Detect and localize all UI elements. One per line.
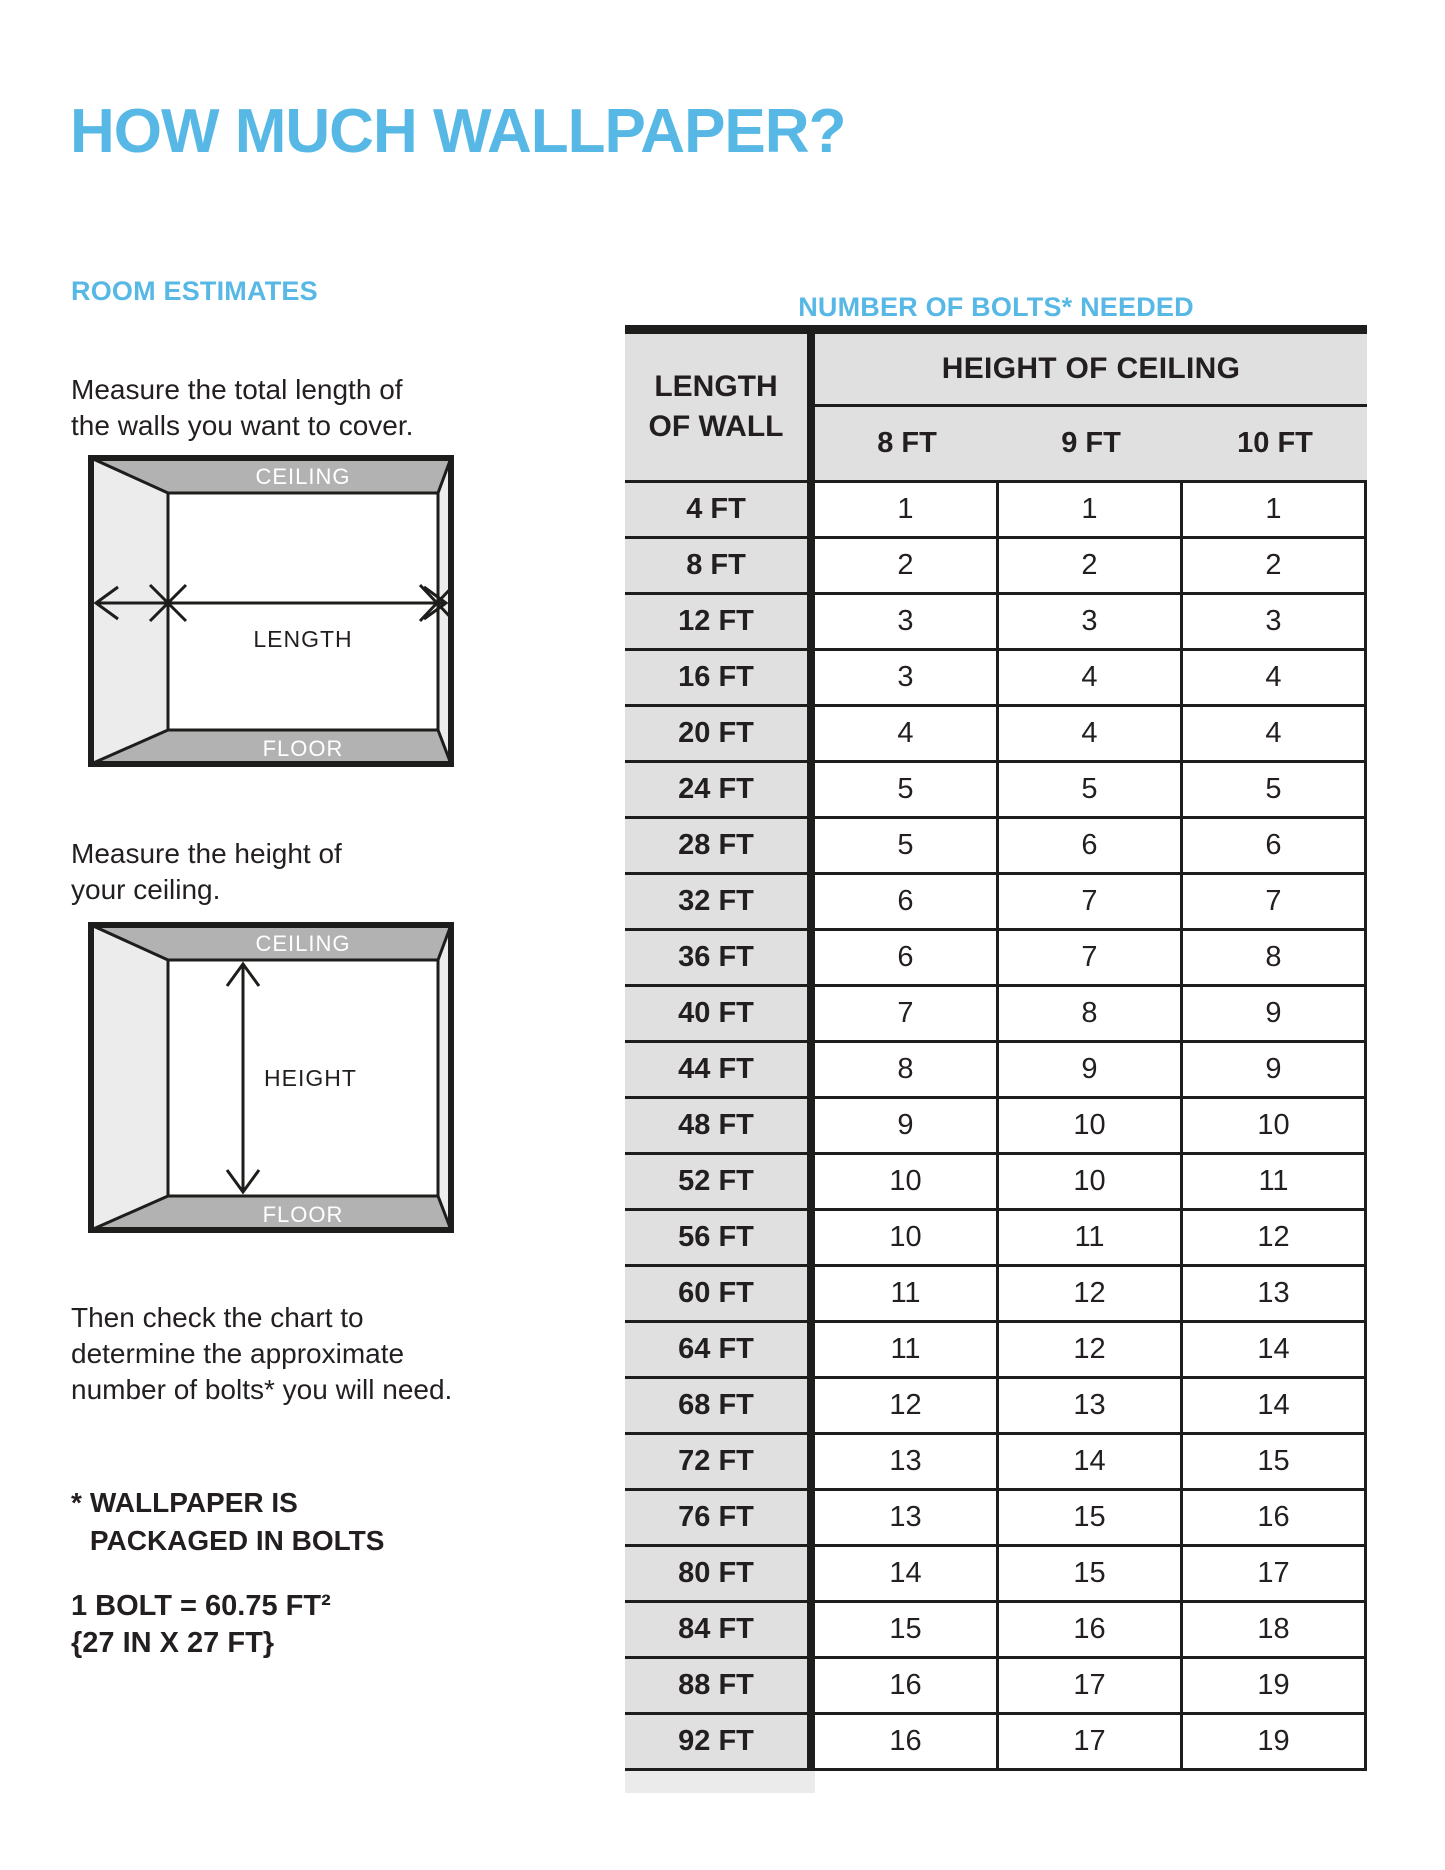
bolt-count-cell: 12	[1183, 1211, 1367, 1264]
table-row	[625, 483, 1367, 539]
left-wall	[91, 925, 168, 1230]
bolt-count-cell: 4	[999, 707, 1183, 760]
room-height-diagram	[88, 922, 454, 1233]
bolt-count-cell: 6	[999, 819, 1183, 872]
table-row	[625, 1491, 1367, 1547]
table-gray-tail	[625, 1771, 815, 1793]
wall-length-label: 24 FT	[625, 763, 815, 816]
table-row	[625, 1715, 1367, 1768]
bolt-count-cell: 2	[999, 539, 1183, 592]
wall-length-label: 20 FT	[625, 707, 815, 760]
wall-length-label: 40 FT	[625, 987, 815, 1040]
table-row	[625, 931, 1367, 987]
instruction-line: Then check the chart to	[71, 1302, 364, 1333]
room-length-diagram	[88, 455, 454, 767]
bolt-count-cell: 5	[1183, 763, 1367, 816]
subheader-8ft: 8 FT	[877, 427, 937, 459]
bolt-count-cell: 14	[999, 1435, 1183, 1488]
bolt-count-cell: 10	[815, 1155, 999, 1208]
bolt-count-cell: 9	[1183, 987, 1367, 1040]
wall-length-label: 28 FT	[625, 819, 815, 872]
bolt-count-cell: 13	[999, 1379, 1183, 1432]
instruction-check-chart	[71, 1300, 452, 1408]
room-estimates-heading: ROOM ESTIMATES	[71, 276, 318, 306]
bolt-count-cell: 5	[815, 763, 999, 816]
table-row	[625, 819, 1367, 875]
ceiling-label: CEILING	[255, 931, 351, 956]
wall-length-label: 16 FT	[625, 651, 815, 704]
bolt-count-cell: 17	[999, 1715, 1183, 1768]
height-label: HEIGHT	[264, 1065, 357, 1091]
bolt-count-cell: 9	[999, 1043, 1183, 1096]
header-line: LENGTH	[654, 370, 778, 403]
bolt-count-cell: 6	[815, 931, 999, 984]
bolt-definition-line: 1 BOLT = 60.75 FT²	[71, 1590, 331, 1622]
subheader-10ft: 10 FT	[1237, 427, 1313, 459]
length-label: LENGTH	[253, 626, 353, 652]
instruction-measure-height	[71, 836, 342, 908]
table-row	[625, 1211, 1367, 1267]
wall-length-label: 88 FT	[625, 1659, 815, 1712]
bolt-count-cell: 5	[999, 763, 1183, 816]
bolt-count-cell: 14	[1183, 1379, 1367, 1432]
wall-length-label: 76 FT	[625, 1491, 815, 1544]
bolt-count-cell: 15	[815, 1603, 999, 1656]
bolt-count-cell: 4	[1183, 707, 1367, 760]
bolt-count-cell: 3	[815, 651, 999, 704]
bolt-count-cell: 7	[1183, 875, 1367, 928]
table-row	[625, 987, 1367, 1043]
bolt-count-cell: 4	[815, 707, 999, 760]
bolt-count-cell: 4	[1183, 651, 1367, 704]
instruction-line: Measure the total length of	[71, 374, 403, 405]
bolt-count-cell: 17	[1183, 1547, 1367, 1600]
wall-length-label: 68 FT	[625, 1379, 815, 1432]
bolt-count-cell: 1	[815, 483, 999, 536]
bolt-count-cell: 11	[1183, 1155, 1367, 1208]
instruction-line: your ceiling.	[71, 874, 221, 905]
bolt-count-cell: 11	[999, 1211, 1183, 1264]
bolt-count-cell: 3	[1183, 595, 1367, 648]
table-row	[625, 1043, 1367, 1099]
length-of-wall-header	[625, 334, 815, 480]
bolt-count-cell: 13	[815, 1435, 999, 1488]
height-of-ceiling-header: HEIGHT OF CEILING	[815, 334, 1367, 407]
instruction-line: Measure the height of	[71, 838, 342, 869]
bolt-count-cell: 15	[1183, 1435, 1367, 1488]
bolts-table	[625, 325, 1367, 1793]
table-row	[625, 1267, 1367, 1323]
bolt-count-cell: 17	[999, 1659, 1183, 1712]
wall-length-label: 56 FT	[625, 1211, 815, 1264]
bolts-footnote	[71, 1484, 384, 1560]
bolt-count-cell: 16	[999, 1603, 1183, 1656]
table-row	[625, 595, 1367, 651]
table-row	[625, 875, 1367, 931]
table-row	[625, 1603, 1367, 1659]
bolt-count-cell: 10	[999, 1155, 1183, 1208]
bolt-count-cell: 10	[1183, 1099, 1367, 1152]
bolt-definition	[71, 1588, 331, 1662]
table-row	[625, 539, 1367, 595]
bolt-count-cell: 12	[999, 1323, 1183, 1376]
subheader-9ft: 9 FT	[1061, 427, 1121, 459]
instruction-line: the walls you want to cover.	[71, 410, 414, 441]
wall-length-label: 80 FT	[625, 1547, 815, 1600]
bolt-count-cell: 14	[815, 1547, 999, 1600]
bolt-count-cell: 5	[815, 819, 999, 872]
table-row	[625, 1379, 1367, 1435]
wall-length-label: 64 FT	[625, 1323, 815, 1376]
bolt-count-cell: 16	[815, 1715, 999, 1768]
asterisk: *	[71, 1487, 82, 1518]
footnote-line: PACKAGED IN BOLTS	[89, 1525, 385, 1556]
wall-length-label: 44 FT	[625, 1043, 815, 1096]
bolt-count-cell: 6	[815, 875, 999, 928]
ceiling-label: CEILING	[255, 464, 351, 489]
bolt-count-cell: 13	[1183, 1267, 1367, 1320]
back-wall	[168, 493, 438, 730]
bolt-count-cell: 10	[815, 1211, 999, 1264]
bolt-count-cell: 15	[999, 1547, 1183, 1600]
footnote-line: WALLPAPER IS	[89, 1487, 298, 1518]
bolt-count-cell: 3	[815, 595, 999, 648]
bolt-count-cell: 1	[999, 483, 1183, 536]
bolt-count-cell: 11	[815, 1267, 999, 1320]
table-row	[625, 1323, 1367, 1379]
header-line: OF WALL	[648, 410, 784, 443]
wall-length-label: 52 FT	[625, 1155, 815, 1208]
ceiling-height-header-group	[815, 334, 1367, 480]
bolt-count-cell: 3	[999, 595, 1183, 648]
bolt-count-cell: 13	[815, 1491, 999, 1544]
bolt-count-cell: 8	[1183, 931, 1367, 984]
table-row	[625, 707, 1367, 763]
bolt-count-cell: 8	[999, 987, 1183, 1040]
bolt-count-cell: 11	[815, 1323, 999, 1376]
bolt-definition-line: {27 IN X 27 FT}	[71, 1627, 275, 1659]
bolt-count-cell: 10	[999, 1099, 1183, 1152]
ceiling-height-subheaders	[815, 407, 1367, 480]
bolt-count-cell: 8	[815, 1043, 999, 1096]
table-row	[625, 763, 1367, 819]
bolt-count-cell: 12	[815, 1379, 999, 1432]
bolt-count-cell: 19	[1183, 1715, 1367, 1768]
page-title: HOW MUCH WALLPAPER?	[70, 97, 846, 166]
instruction-line: determine the approximate	[71, 1338, 405, 1369]
bolt-count-cell: 2	[815, 539, 999, 592]
wall-length-label: 8 FT	[625, 539, 815, 592]
wall-length-label: 72 FT	[625, 1435, 815, 1488]
table-row	[625, 1155, 1367, 1211]
table-row	[625, 1099, 1367, 1155]
floor-label: FLOOR	[262, 736, 344, 761]
bolt-count-cell: 18	[1183, 1603, 1367, 1656]
bolt-count-cell: 9	[1183, 1043, 1367, 1096]
table-row	[625, 1547, 1367, 1603]
instruction-line: number of bolts* you will need.	[71, 1374, 453, 1405]
bolt-count-cell: 12	[999, 1267, 1183, 1320]
bolt-count-cell: 6	[1183, 819, 1367, 872]
wall-length-label: 4 FT	[625, 483, 815, 536]
table-row	[625, 651, 1367, 707]
bolt-count-cell: 16	[1183, 1491, 1367, 1544]
left-wall	[91, 458, 168, 764]
wall-length-label: 84 FT	[625, 1603, 815, 1656]
table-header	[625, 325, 1367, 483]
bolt-count-cell: 2	[1183, 539, 1367, 592]
floor-label: FLOOR	[262, 1202, 344, 1227]
wall-length-label: 92 FT	[625, 1715, 815, 1768]
bolt-count-cell: 1	[1183, 483, 1367, 536]
bolt-count-cell: 15	[999, 1491, 1183, 1544]
bolt-count-cell: 9	[815, 1099, 999, 1152]
wall-length-label: 12 FT	[625, 595, 815, 648]
bolt-count-cell: 14	[1183, 1323, 1367, 1376]
wall-length-label: 32 FT	[625, 875, 815, 928]
bolt-count-cell: 7	[999, 931, 1183, 984]
table-body	[625, 483, 1367, 1771]
bolt-count-cell: 4	[999, 651, 1183, 704]
bolt-count-cell: 7	[815, 987, 999, 1040]
wall-length-label: 60 FT	[625, 1267, 815, 1320]
wall-length-label: 48 FT	[625, 1099, 815, 1152]
bolts-needed-heading: NUMBER OF BOLTS* NEEDED	[798, 292, 1194, 322]
instruction-measure-length	[71, 372, 413, 444]
bolt-count-cell: 7	[999, 875, 1183, 928]
bolt-count-cell: 16	[815, 1659, 999, 1712]
table-row	[625, 1659, 1367, 1715]
table-row	[625, 1435, 1367, 1491]
bolt-count-cell: 19	[1183, 1659, 1367, 1712]
wall-length-label: 36 FT	[625, 931, 815, 984]
